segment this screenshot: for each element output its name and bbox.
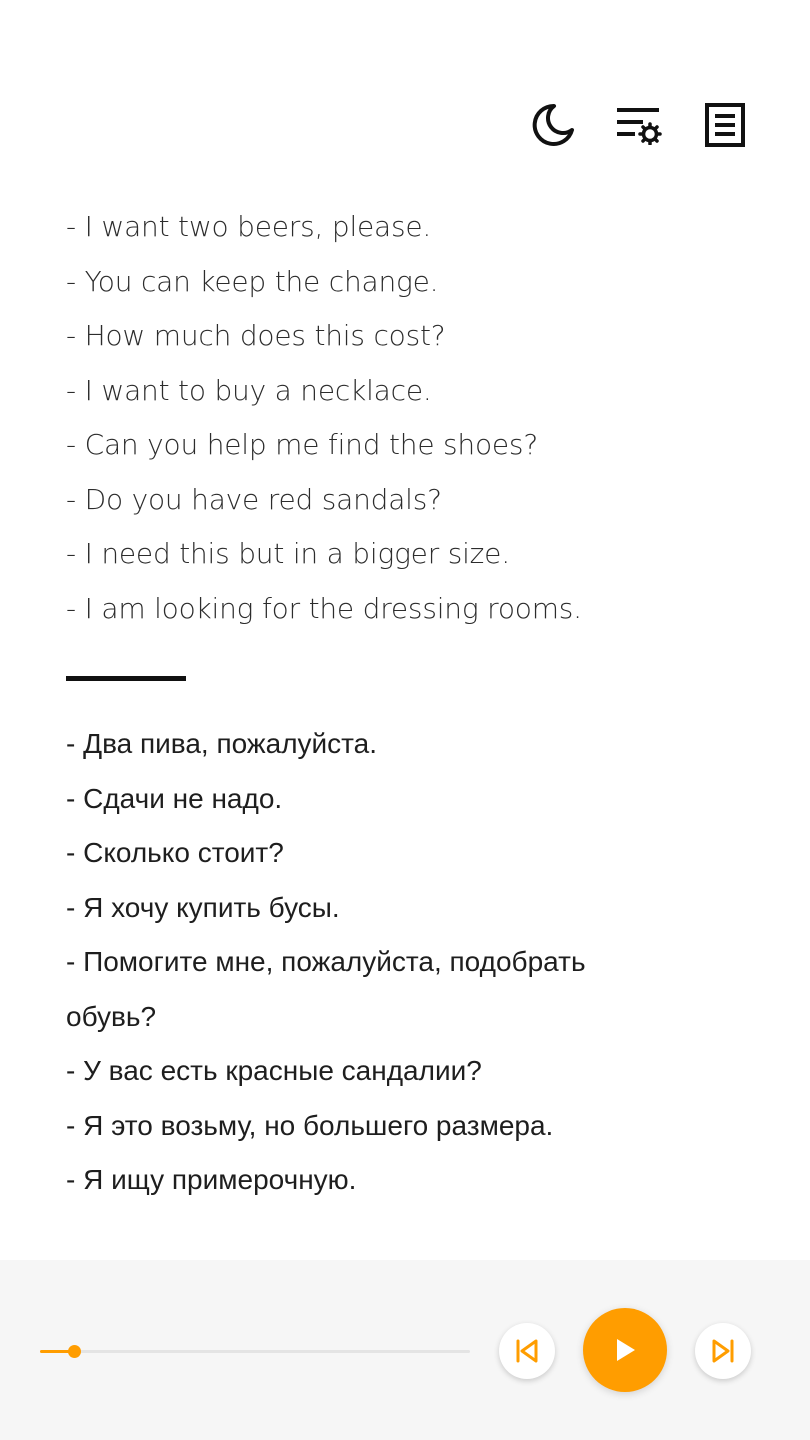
- skip-previous-icon: [514, 1338, 540, 1364]
- play-icon: [612, 1337, 638, 1363]
- english-phrase[interactable]: - I want two beers, please.: [66, 210, 432, 243]
- playlist-settings-button[interactable]: [614, 100, 664, 150]
- russian-phrase[interactable]: - Сдачи не надо.: [66, 782, 283, 814]
- english-phrase[interactable]: - How much does this cost?: [66, 319, 446, 352]
- phrase-content: [66, 200, 746, 1208]
- previous-button[interactable]: [499, 1323, 555, 1379]
- english-phrase[interactable]: - I am looking for the dressing rooms.: [66, 591, 582, 625]
- russian-phrase[interactable]: - Я хочу купить бусы.: [66, 891, 340, 923]
- progress-slider[interactable]: [40, 1350, 470, 1353]
- document-icon: [704, 102, 746, 148]
- english-phrase[interactable]: - I need this but in a bigger size.: [66, 537, 510, 570]
- dark-mode-button[interactable]: [528, 100, 578, 150]
- next-button[interactable]: [695, 1323, 751, 1379]
- russian-phrase[interactable]: - Помогите мне, пожалуйста, подобрать обувь?: [66, 946, 586, 1032]
- russian-phrase-list: [66, 717, 746, 1208]
- english-phrase[interactable]: - Do you have red sandals?: [66, 482, 442, 516]
- english-phrase[interactable]: - Can you help me find the shoes?: [66, 428, 538, 461]
- top-toolbar: [528, 100, 750, 150]
- russian-phrase[interactable]: - Я это возьму, но большего размера.: [66, 1109, 554, 1141]
- russian-phrase[interactable]: - Сколько стоит?: [66, 837, 284, 868]
- playlist-settings-icon: [615, 105, 663, 145]
- russian-phrase[interactable]: - У вас есть красные сандалии?: [66, 1055, 482, 1086]
- moon-icon: [530, 102, 576, 148]
- transcript-button[interactable]: [700, 100, 750, 150]
- english-phrase-list: [66, 200, 746, 636]
- section-divider: [66, 676, 186, 681]
- progress-knob[interactable]: [68, 1345, 81, 1358]
- english-phrase[interactable]: - You can keep the change.: [66, 264, 439, 298]
- russian-phrase[interactable]: - Я ищу примерочную.: [66, 1164, 357, 1195]
- english-phrase[interactable]: - I want to buy a necklace.: [66, 373, 432, 407]
- skip-next-icon: [710, 1338, 736, 1364]
- russian-phrase[interactable]: - Два пива, пожалуйста.: [66, 728, 378, 759]
- play-button[interactable]: [583, 1308, 667, 1392]
- audio-player: [0, 1260, 810, 1440]
